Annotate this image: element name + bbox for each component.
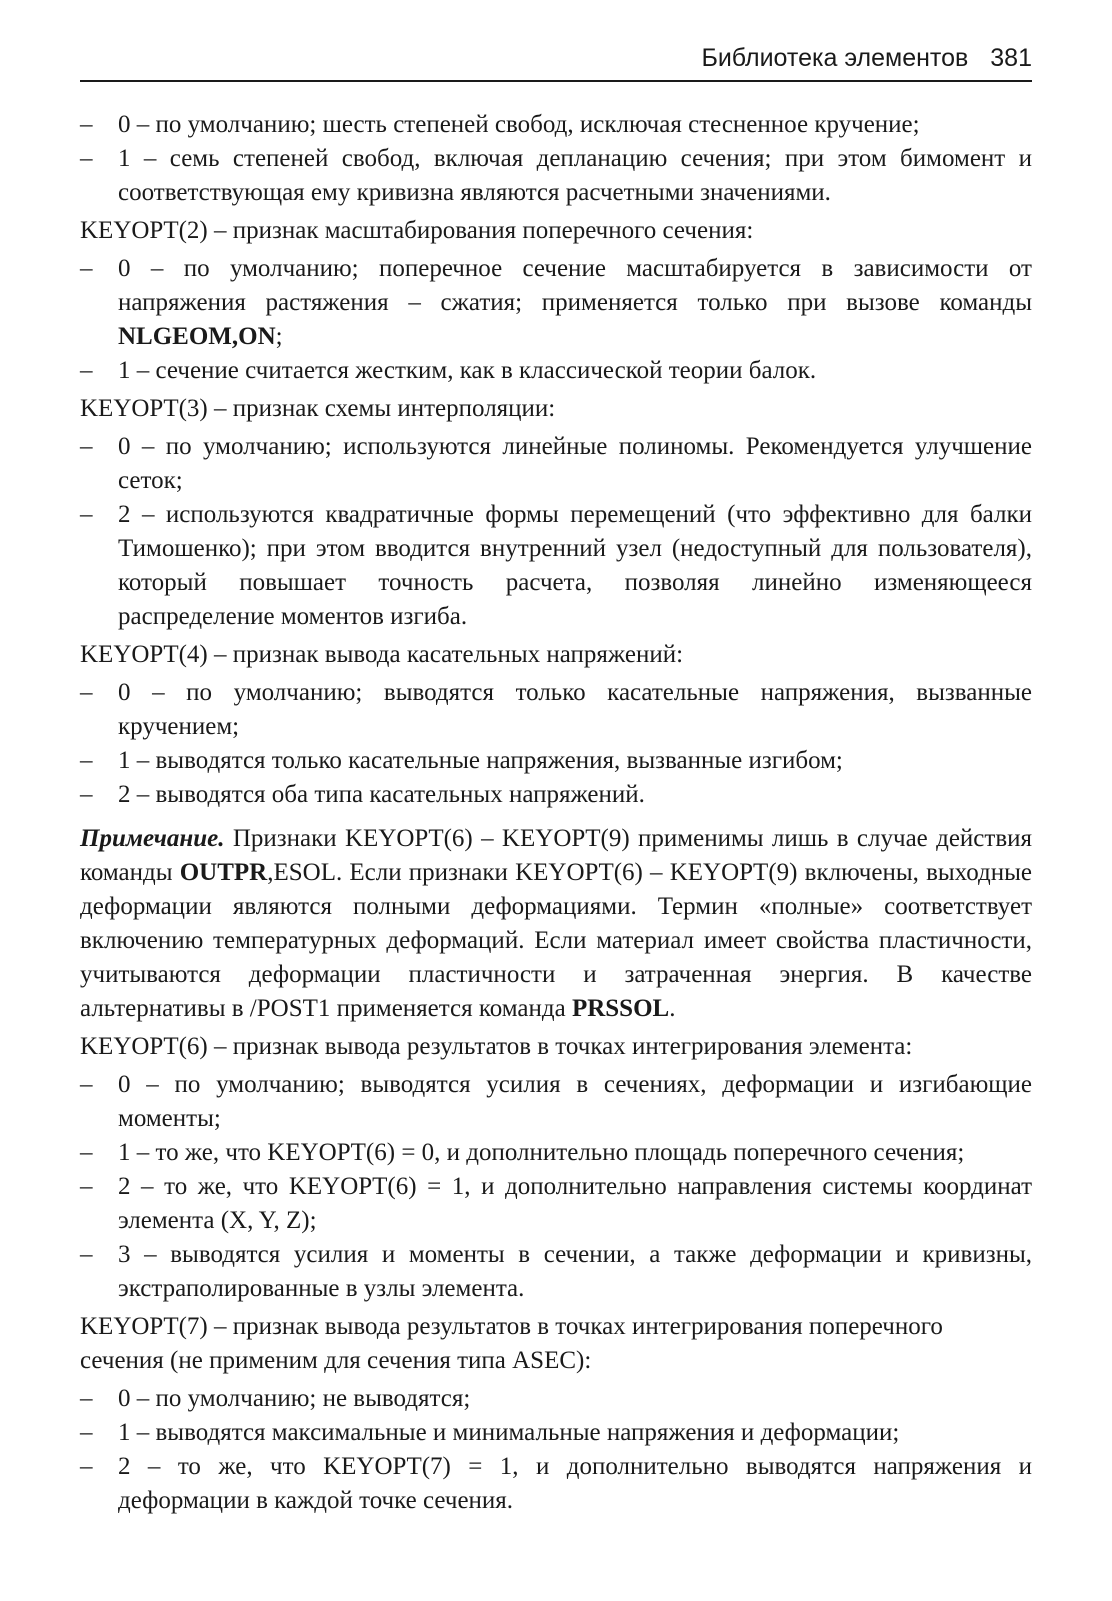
list-item-text: 2 – выводятся оба типа касательных напряжений. <box>118 781 645 808</box>
list-item <box>80 1170 1032 1238</box>
list-dash: – <box>80 781 93 808</box>
list-item-text: 0 – по умолчанию; используются линейные полиномы. Рекомендуется улучшение сеток; <box>118 433 1032 494</box>
note-label: Примечание. <box>80 825 225 852</box>
list-item <box>80 1416 1032 1450</box>
page-body <box>80 108 1032 1518</box>
list-item <box>80 354 1032 388</box>
keyopt-heading: KEYOPT(2) – признак масштабирования поперечного сечения: <box>80 217 754 244</box>
list-dash: – <box>80 1419 93 1446</box>
list-dash: – <box>80 747 93 774</box>
note-text: ,ESOL. Если признаки KEYOPT(6) – KEYOPT(9) включены, выходные деформации являются полными деформациями. Термин «полные» соответствует включению температурных деформаций. Если материал имеет свойства пластичности, учитываются деформации пластичности и затраченная энергия. В качестве альтернативы в /POST1 применяется команда <box>80 859 1032 1022</box>
list-item-text: 0 – по умолчанию; поперечное сечение масштабируется в зависимости от напряжения растяжения – сжатия; применяется только при вызове команды <box>118 255 1032 316</box>
note-paragraph <box>80 822 1032 1026</box>
list-dash: – <box>80 111 93 138</box>
list-item-text: 2 – используются квадратичные формы перемещений (что эффективно для балки Тимошенко); при этом вводится внутренний узел (недоступный для пользователя), который повышает точность расчета, позволяя линейно изменяющееся распределение моментов изгиба. <box>118 501 1032 630</box>
list-item <box>80 778 1032 812</box>
list-item <box>80 1136 1032 1170</box>
list-item <box>80 1450 1032 1518</box>
command-name: PRSSOL <box>571 995 670 1022</box>
list-item <box>80 252 1032 354</box>
list-dash: – <box>80 1241 93 1268</box>
header-rule <box>80 80 1032 82</box>
list-item-text: 1 – сечение считается жестким, как в классической теории балок. <box>118 357 817 384</box>
command-name: NLGEOM,ON <box>118 323 276 350</box>
list-item-text: 1 – выводятся только касательные напряжения, вызванные изгибом; <box>118 747 843 774</box>
list-item-text: 0 – по умолчанию; не выводятся; <box>118 1385 471 1412</box>
list-item <box>80 498 1032 634</box>
running-head <box>80 38 1032 78</box>
list-item-text: 0 – по умолчанию; выводятся усилия в сечениях, деформации и изгибающие моменты; <box>118 1071 1032 1132</box>
list-dash: – <box>80 1139 93 1166</box>
note-text: . <box>669 995 676 1022</box>
list-item <box>80 1068 1032 1136</box>
list-dash: – <box>80 679 93 706</box>
list-dash: – <box>80 1071 93 1098</box>
running-head-title: Библиотека элементов <box>701 44 969 72</box>
list-item-text: ; <box>275 323 283 350</box>
list-dash: – <box>80 501 93 528</box>
list-item <box>80 1382 1032 1416</box>
list-item-text: 1 – то же, что KEYOPT(6) = 0, и дополнительно площадь поперечного сечения; <box>118 1139 965 1166</box>
list-item-text: 1 – выводятся максимальные и минимальные напряжения и деформации; <box>118 1419 900 1446</box>
keyopt-heading: KEYOPT(6) – признак вывода результатов в точках интегрирования элемента: <box>80 1033 913 1060</box>
list-item <box>80 142 1032 210</box>
list-dash: – <box>80 1173 93 1200</box>
keyopt-heading: KEYOPT(7) – признак вывода результатов в точках интегрирования поперечного сечения (не применим для сечения типа ASEC): <box>80 1313 943 1374</box>
list-item <box>80 744 1032 778</box>
list-item-text: 2 – то же, что KEYOPT(6) = 1, и дополнительно направления системы координат элемента (X, Y, Z); <box>118 1173 1032 1234</box>
list-item-text: 0 – по умолчанию; шесть степеней свобод, исключая стесненное кручение; <box>118 111 920 138</box>
list-item-text: 0 – по умолчанию; выводятся только касательные напряжения, вызванные кручением; <box>118 679 1032 740</box>
list-dash: – <box>80 357 93 384</box>
keyopt-heading: KEYOPT(4) – признак вывода касательных напряжений: <box>80 641 684 668</box>
list-item-text: 1 – семь степеней свобод, включая депланацию сечения; при этом бимомент и соответствующая ему кривизна являются расчетными значениями. <box>118 145 1032 206</box>
keyopt-heading: KEYOPT(3) – признак схемы интерполяции: <box>80 395 556 422</box>
list-item-text: 2 – то же, что KEYOPT(7) = 1, и дополнительно выводятся напряжения и деформации в каждой точке сечения. <box>118 1453 1032 1514</box>
list-item <box>80 430 1032 498</box>
list-dash: – <box>80 1453 93 1480</box>
command-name: OUTPR <box>179 859 268 886</box>
list-item <box>80 1238 1032 1306</box>
list-item <box>80 108 1032 142</box>
note-text: Признаки KEYOPT(6) – KEYOPT(9) применимы лишь в случае действия команды <box>80 825 1032 886</box>
list-dash: – <box>80 145 93 172</box>
list-item-text: 3 – выводятся усилия и моменты в сечении, а также деформации и кривизны, экстраполированные в узлы элемента. <box>118 1241 1032 1302</box>
page-number: 381 <box>990 44 1032 72</box>
list-dash: – <box>80 255 93 282</box>
list-item <box>80 676 1032 744</box>
list-dash: – <box>80 1385 93 1412</box>
list-dash: – <box>80 433 93 460</box>
